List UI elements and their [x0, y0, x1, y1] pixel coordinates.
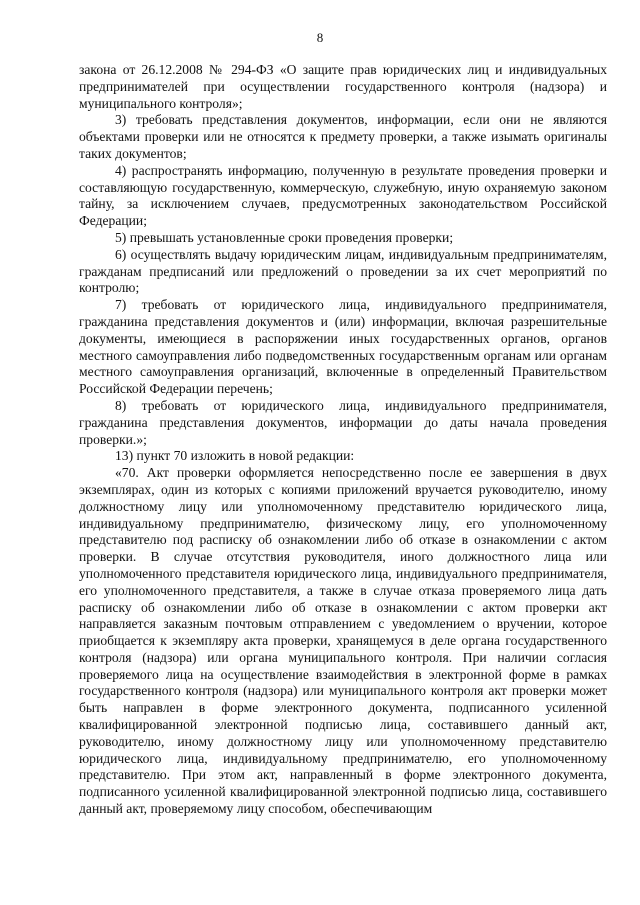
page-number: 8: [316, 30, 324, 45]
paragraph-item-8: 8) требовать от юридического лица, индивидуального предпринимателя, гражданина представления документов, информации до даты начала проведения проверки.»;: [79, 397, 607, 447]
paragraph-item-5: 5) превышать установленные сроки проведения проверки;: [115, 229, 454, 245]
paragraph-item-7: 7) требовать от юридического лица, индивидуального предпринимателя, гражданина представления документов и (или) информации, включая разрешительные документы, имеющиеся в распоряжении иных государственных органов, органов местного самоуправления либо подведомственных государственным органам или органам местного самоуправления организаций, включенные в определенный Правительством Российской Федерации перечень;: [79, 297, 607, 397]
paragraph-law-reference-continuation: закона от 26.12.2008 № 294-ФЗ «О защите прав юридических лиц и индивидуальных предпринимателей при осуществлении государственного контроля (надзора) и муниципального контроля»;: [79, 62, 607, 111]
paragraph-amendment-13: 13) пункт 70 изложить в новой редакции:: [115, 448, 355, 464]
paragraph-item-4: 4) распространять информацию, полученную в результате проведения проверки и составляющую государственную, коммерческую, служебную, иную охраняемую законом тайну, за исключением случаев, предусмотренных законодательством Российской Федерации;: [79, 162, 607, 229]
paragraph-clause-70: «70. Акт проверки оформляется непосредственно после ее завершения в двух экземплярах, один из которых с копиями приложений вручается руководителю, иному должностному лицу или уполномоченному представителю юридического лица, индивидуальному предпринимателю, физическому лицу, его уполномоченному представителю под расписку об ознакомлении либо об отказе в ознакомлении с актом проверки. В случае отсутствия руководителя, иного должностного лица или уполномоченного представителя юридического лица, индивидуального предпринимателя, его уполномоченного представителя, а также в случае отказа проверяемого лица дать расписку об ознакомлении либо об отказе в ознакомлении с актом проверки акт направляется заказным почтовым отправлением с уведомлением о вручении, которое приобщается к экземпляру акта проверки, хранящемуся в деле органа государственного контроля (надзора) или органа муниципального контроля. При наличии согласия проверяемого лица на осуществление взаимодействия в электронной форме в рамках государственного контроля (надзора) или муниципального контроля акт проверки может быть направлен в форме электронного документа, подписанного усиленной квалифицированной электронной подписью лица, составившего данный акт, руководителю, иному должностному лицу или уполномоченному представителю юридического лица, индивидуальному предпринимателю, его уполномоченному представителю. При этом акт, направленный в форме электронного документа, подписанного усиленной квалифицированной электронной подписью лица, составившего данный акт, проверяемому лицу способом, обеспечивающим: [79, 465, 607, 817]
paragraph-item-3: 3) требовать представления документов, информации, если они не являются объектами проверки или не относятся к предмету проверки, а также изымать оригиналы таких документов;: [79, 112, 607, 161]
paragraph-item-6: 6) осуществлять выдачу юридическим лицам, индивидуальным предпринимателям, гражданам предписаний или предложений о проведении за их счет мероприятий по контролю;: [79, 246, 607, 296]
document-body: [79, 62, 607, 818]
